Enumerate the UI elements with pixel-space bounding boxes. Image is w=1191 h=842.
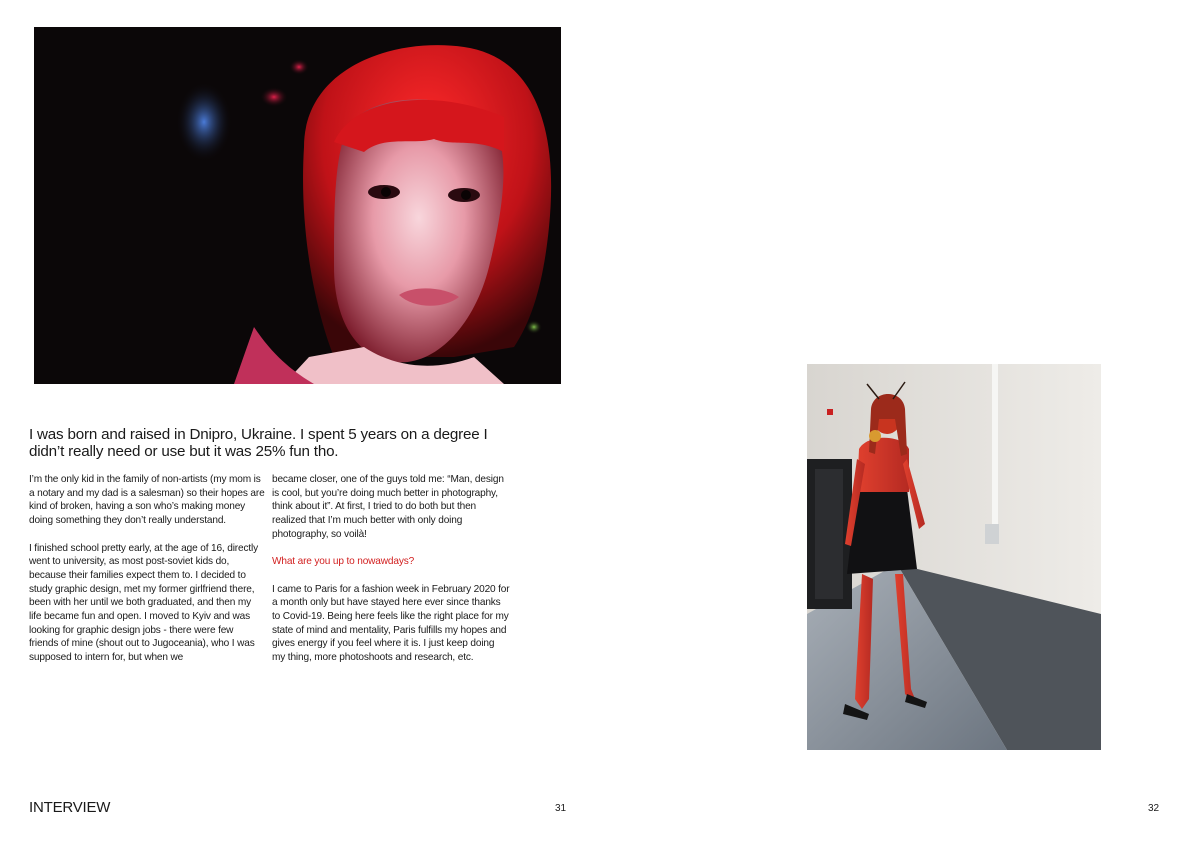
section-label: INTERVIEW	[29, 799, 111, 816]
body-paragraph: I finished school pretty early, at the age of 16, directly went to university, as most post-soviet kids do, because their families expect them to. I decided to study graphic design, met my former girlfriend there, been with her until we both graduated, and then my life became fun and open. I moved to Kyiv and was looking for graphic design jobs - there were few friends of mine (shout out to Jugoceania), who I was supposed to intern for, but when we	[29, 542, 259, 664]
page-number-right: 32	[1148, 803, 1160, 814]
body-paragraph: I’m the only kid in the family of non-artists (my mom is a notary and my dad is a salesman) so their hopes are kind of broken, having a son who’s making money doing something they don’t really understand.	[29, 474, 265, 527]
hallway-photo	[807, 364, 1101, 750]
interview-question: What are you up to nowawdays?	[272, 556, 415, 568]
body-paragraph: became closer, one of the guys told me: “Man, design is cool, but you’re doing much better in photography, think about it”. At first, I tried to do both but then realized that I’m much better with only doing photography, so voilà!	[272, 474, 504, 540]
page-number-left: 31	[555, 803, 567, 814]
body-paragraph: I came to Paris for a fashion week in February 2020 for a month only but have stayed here ever since thanks to Covid-19. Being here feels like the right place for my state of mind and mentality, Paris fulfills my hopes and gives energy if you feel where it is. I just keep doing my thing, more photoshoots and research, etc.	[272, 583, 510, 664]
body-column-left	[29, 473, 265, 679]
portrait-photo-illustration	[34, 27, 561, 384]
portrait-photo	[34, 27, 561, 384]
hallway-photo-illustration	[807, 364, 1101, 750]
lead-paragraph: I was born and raised in Dnipro, Ukraine. I spent 5 years on a degree I didn’t really need or use but it was 25% fun tho.	[29, 426, 488, 460]
body-column-right	[272, 473, 510, 679]
